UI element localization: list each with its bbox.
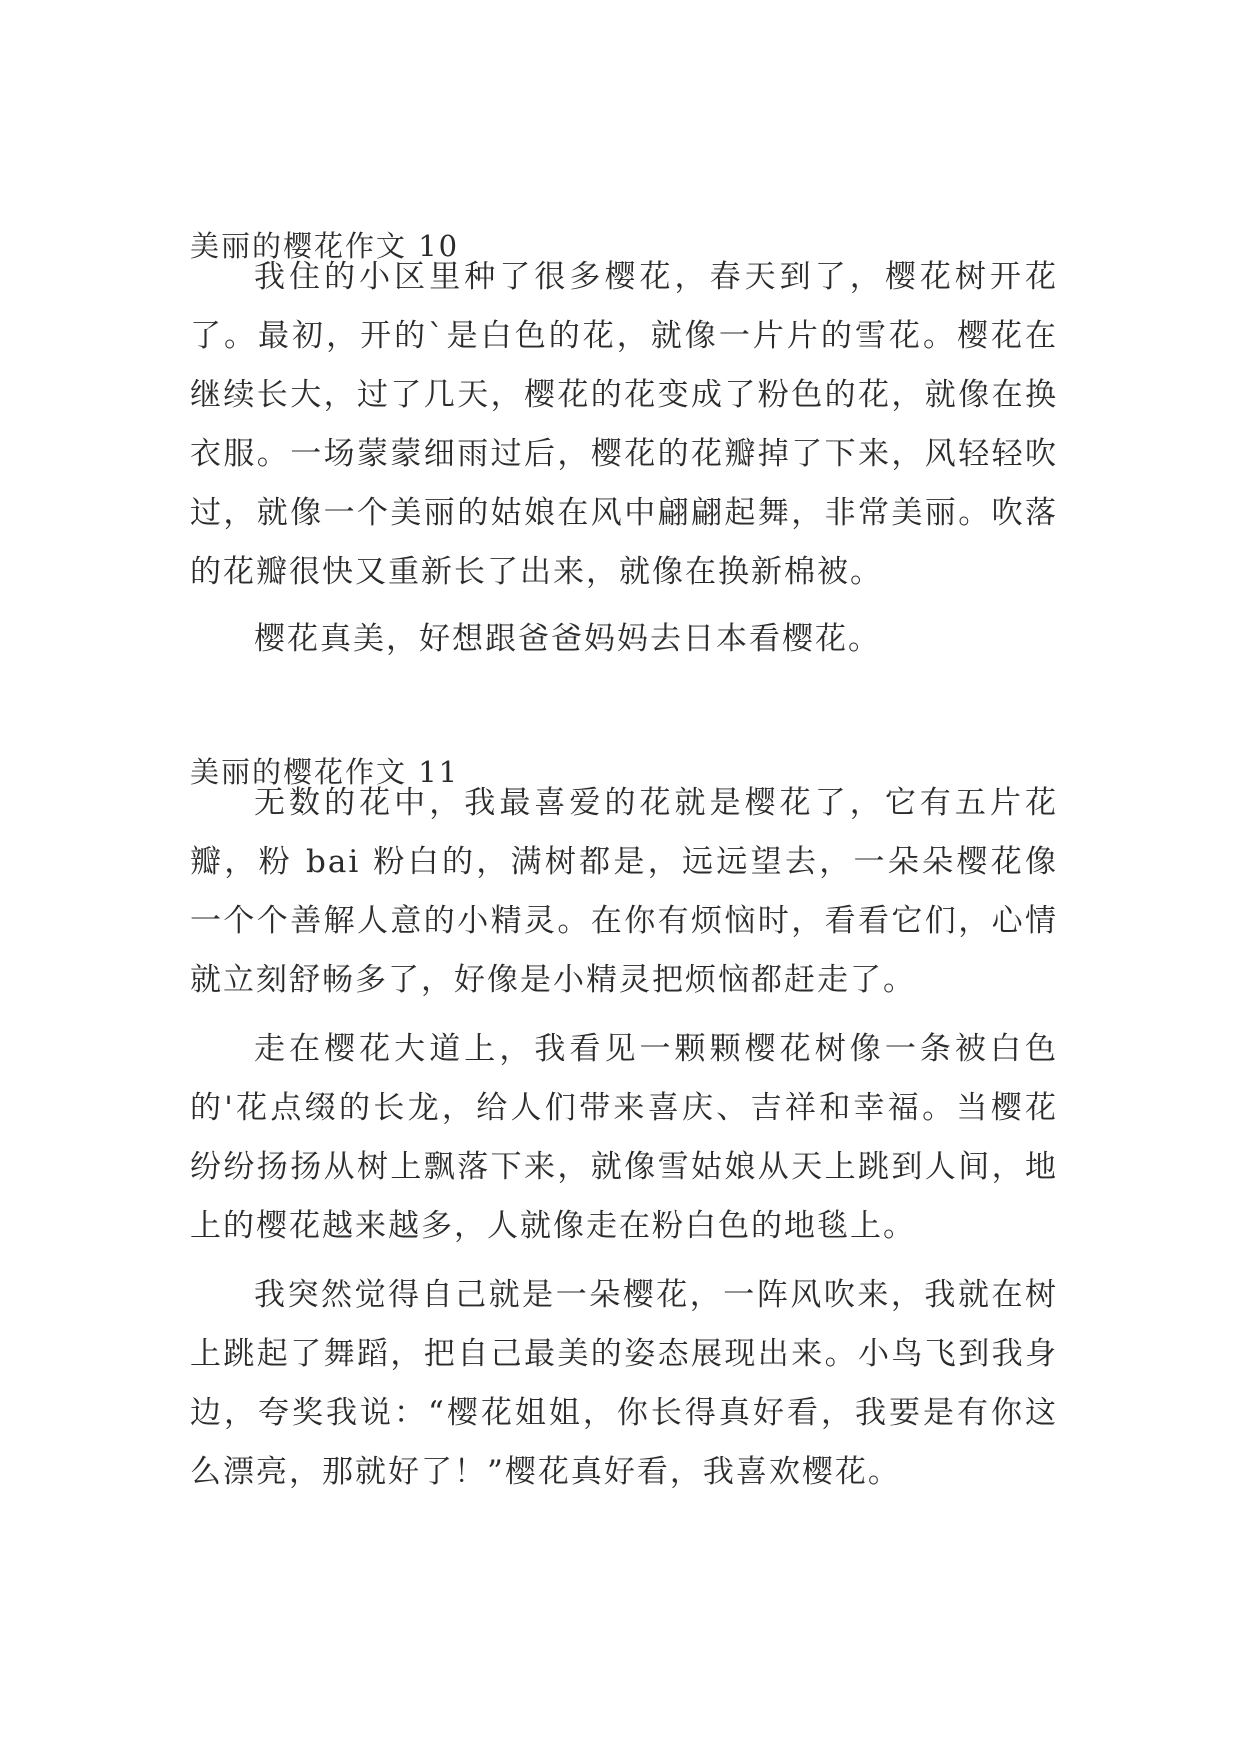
essay-11-paragraph-2: 走在樱花大道上，我看见一颗颗樱花树像一条被白色的'花点缀的长龙，给人们带来喜庆、吉祥和幸福。当樱花纷纷扬扬从树上飘落下来，就像雪姑娘从天上跳到人间，地上的樱花越来越多，人就像走在粉白色的地毯上。 [190, 1031, 1058, 1244]
essay-11-paragraph-1: 无数的花中，我最喜爱的花就是樱花了，它有五片花瓣，粉 bai 粉白的，满树都是，远远望去，一朵朵樱花像一个个善解人意的小精灵。在你有烦恼时，看看它们，心情就立刻舒畅多了，好像是小精灵把烦恼都赶走了。 [190, 785, 1058, 998]
essay-10-paragraph-1: 我住的小区里种了很多樱花，春天到了，樱花树开花了。最初，开的`是白色的花，就像一片片的雪花。樱花在继续长大，过了几天，樱花的花变成了粉色的花，就像在换衣服。一场蒙蒙细雨过后，樱花的花瓣掉了下来，风轻轻吹过，就像一个美丽的姑娘在风中翩翩起舞，非常美丽。吹落的花瓣很快又重新长了出来，就像在换新棉被。 [190, 259, 1058, 590]
essay-11-paragraph-3: 我突然觉得自己就是一朵樱花，一阵风吹来，我就在树上跳起了舞蹈，把自己最美的姿态展现出来。小鸟飞到我身边，夸奖我说：“樱花姐姐，你长得真好看，我要是有你这么漂亮，那就好了！”樱花真好看，我喜欢樱花。 [190, 1277, 1058, 1490]
essay-10-title: 美丽的樱花作文 10 [190, 229, 460, 263]
essay-10-paragraph-2: 樱花真美，好想跟爸爸妈妈去日本看樱花。 [254, 621, 881, 657]
essay-11-title: 美丽的樱花作文 11 [190, 755, 460, 789]
